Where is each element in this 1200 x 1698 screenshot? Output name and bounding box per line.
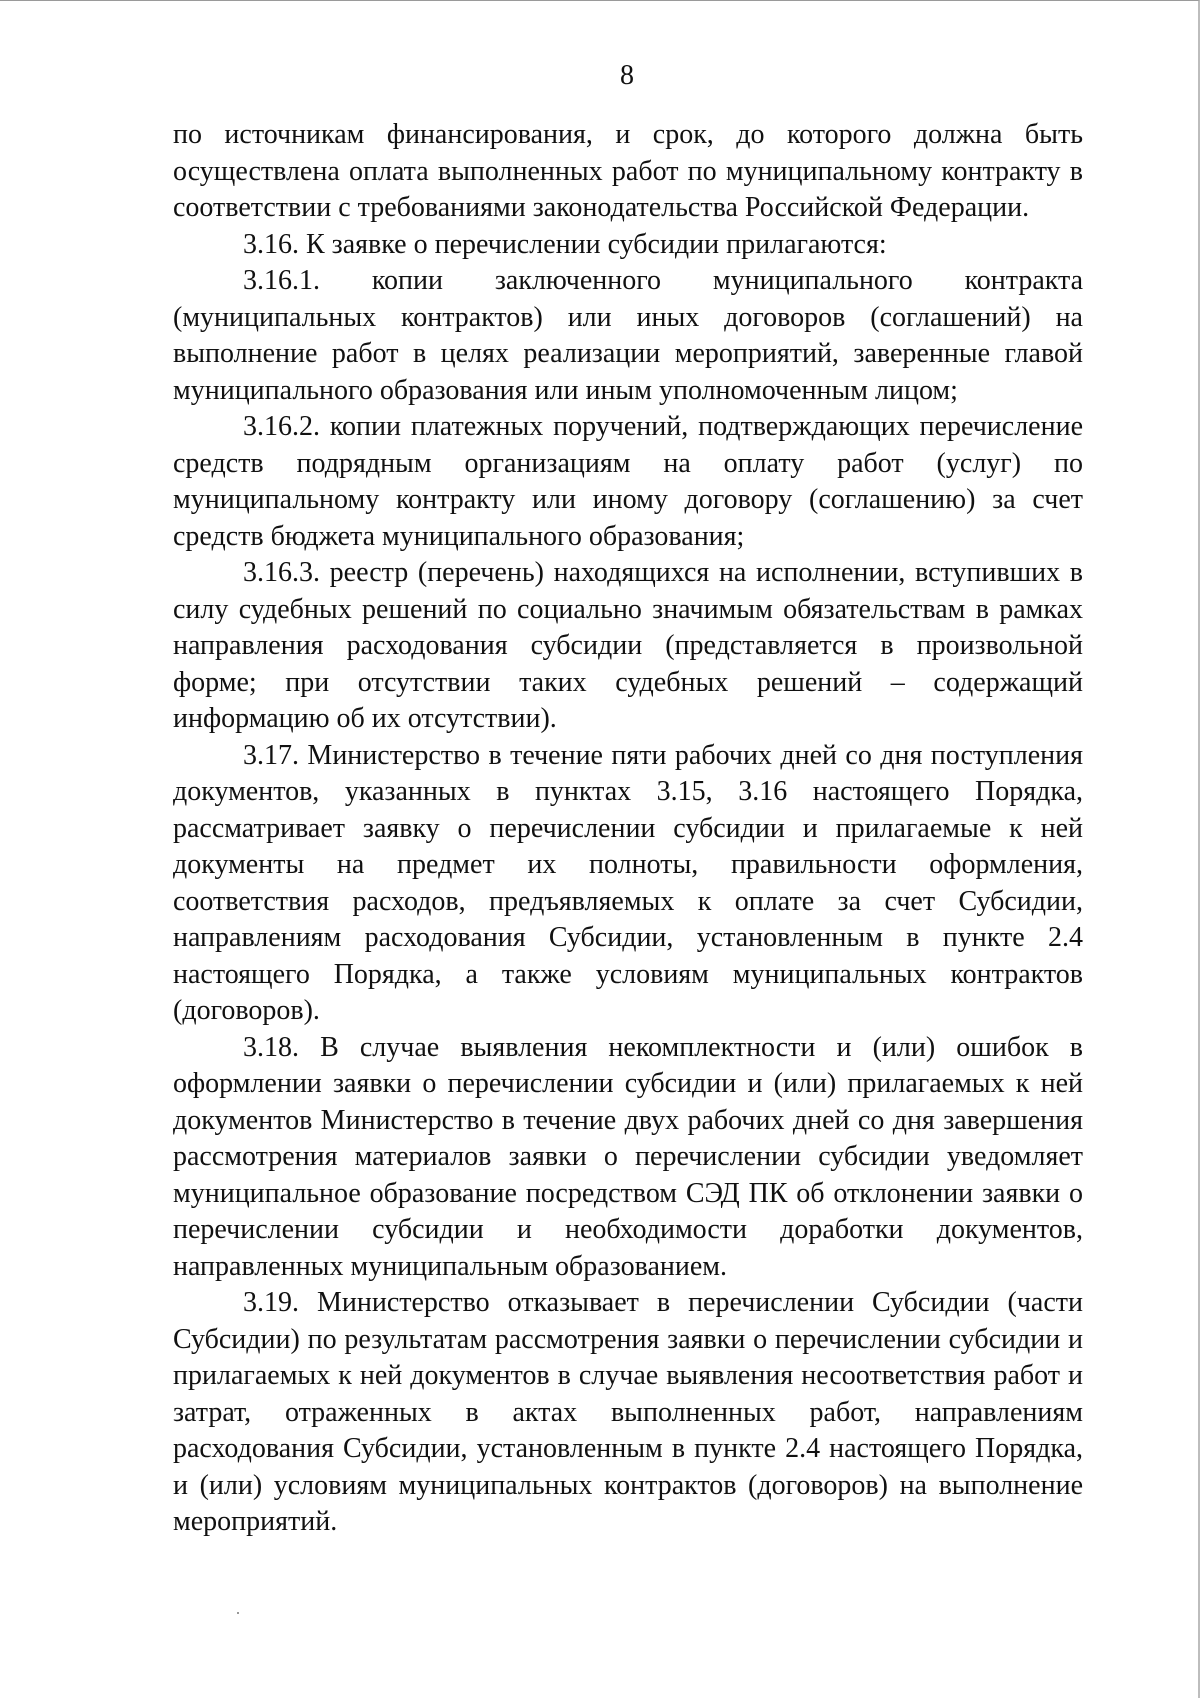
document-body [173,117,1083,1541]
paragraph-continuation: по источникам финансирования, и срок, до которого должна быть осуществлена оплата выполненных работ по муниципальному контракту в соответствии с требованиями законодательства Российской Федерации. [173,119,1083,223]
page-number: 8 [620,60,634,91]
paragraph-3-16: 3.16. К заявке о перечислении субсидии прилагаются: [243,228,887,260]
paragraph-3-16-2: 3.16.2. копии платежных поручений, подтверждающих перечисление средств подрядным организациям на оплату работ (услуг) по муниципальному контракту или иному договору (соглашению) за счет средств бюджета муниципального образования; [173,411,1083,552]
paragraph-3-16-3: 3.16.3. реестр (перечень) находящихся на исполнении, вступивших в силу судебных решений по социально значимым обязательствам в рамках направления расходования субсидии (представляется в произвольной форме; при отсутствии таких судебных решений – содержащий информацию об их отсутствии). [173,557,1083,734]
paragraph-3-19: 3.19. Министерство отказывает в перечислении Субсидии (части Субсидии) по результатам рассмотрения заявки о перечислении субсидии и прилагаемых к ней документов в случае выявления несоответствия работ и затрат, отраженных в актах выполненных работ, направлениям расходования Субсидии, установленным в пункте 2.4 настоящего Порядка, и (или) условиям муниципальных контрактов (договоров) на выполнение мероприятий. [173,1287,1083,1537]
paragraph-3-16-1: 3.16.1. копии заключенного муниципального контракта (муниципальных контрактов) или иных договоров (соглашений) на выполнение работ в целях реализации мероприятий, заверенные главой муниципального образования или иным уполномоченным лицом; [173,265,1083,406]
paragraph-3-18: 3.18. В случае выявления некомплектности и (или) ошибок в оформлении заявки о перечислении субсидии и (или) прилагаемых к ней документов Министерство в течение двух рабочих дней со дня завершения рассмотрения материалов заявки о перечислении субсидии уведомляет муниципальное образование посредством СЭД ПК об отклонении заявки о перечислении субсидии и необходимости доработки документов, направленных муниципальным образованием. [173,1031,1083,1282]
paragraph-3-17: 3.17. Министерство в течение пяти рабочих дней со дня поступления документов, указанных в пунктах 3.15, 3.16 настоящего Порядка, рассматривает заявку о перечислении субсидии и прилагаемые к ней документы на предмет их полноты, правильности оформления, соответствия расходов, предъявляемых к оплате за счет Субсидии, направлениям расходования Субсидии, установленным в пункте 2.4 настоящего Порядка, а также условиям муниципальных контрактов (договоров). [173,739,1083,1026]
scan-speck [237,1612,239,1614]
